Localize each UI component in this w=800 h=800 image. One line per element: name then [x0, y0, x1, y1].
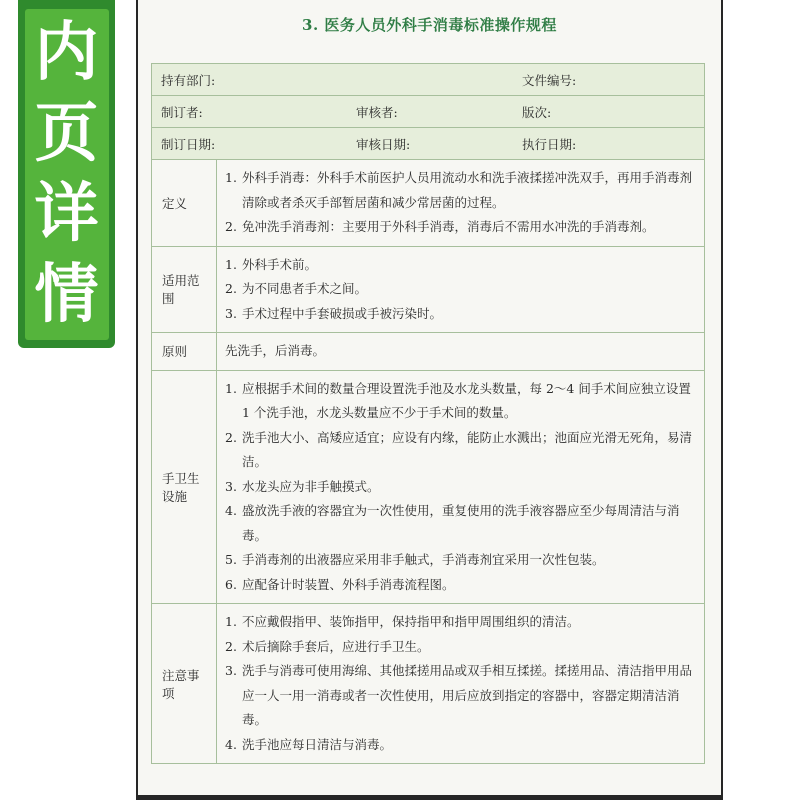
page-title: 3. 医务人员外科手消毒标准操作规程: [302, 16, 557, 34]
item-number: 1.: [225, 170, 237, 185]
item-text: 不应戴假指甲、装饰指甲，保持指甲和指甲周围组织的清洁。: [242, 614, 580, 629]
section-row-scope: [152, 246, 705, 333]
item-text: 手术过程中手套破损或手被污染时。: [242, 305, 443, 321]
badge-char: 页: [34, 96, 99, 171]
detail-page-badge: [18, 0, 115, 348]
department-field: 持有部门:: [161, 72, 216, 88]
section-label: 原则: [152, 333, 217, 371]
list-item: [225, 426, 696, 475]
header-row-department: [152, 64, 705, 96]
item-text: 应配备计时装置、外科手消毒流程图。: [242, 576, 455, 592]
list-item: [225, 377, 696, 426]
list-item: [225, 659, 696, 733]
item-number: 2.: [225, 281, 237, 296]
item-text: 应根据手术间的数量合理设置洗手池及水龙头数量，每 2～4 间手术间应独立设置 1 个洗手池，水龙头数量应不少于手术间的数量。: [242, 380, 691, 420]
list-item: [225, 302, 696, 327]
list-item: [225, 277, 696, 302]
version-field: 版次:: [522, 104, 552, 120]
section-content: [217, 604, 705, 764]
section-row-definition: [152, 160, 705, 247]
author-field: 制订者:: [161, 104, 203, 120]
section-label: 注意事项: [152, 604, 217, 764]
badge-char: 内: [34, 15, 99, 90]
date-made-field: 制订日期:: [161, 136, 216, 152]
section-label: 手卫生设施: [152, 370, 217, 604]
date-review-field: 审核日期:: [356, 136, 411, 152]
item-text: 术后摘除手套后，应进行手卫生。: [242, 638, 430, 654]
item-text: 洗手与消毒可使用海绵、其他揉搓用品或双手相互揉搓。揉搓用品、清洁指甲用品应一人一用一消毒或者一次性使用，用后应放到指定的容器中，容器定期清洁消毒。: [242, 663, 693, 727]
section-content: [217, 370, 705, 604]
badge-char: 详: [34, 177, 99, 252]
list-item: [225, 733, 696, 758]
list-item: [225, 573, 696, 598]
item-text: 洗手池应每日清洁与消毒。: [242, 736, 393, 752]
item-text: 外科手术前。: [242, 256, 318, 272]
section-row-precautions: [152, 604, 705, 764]
section-content: [217, 333, 705, 371]
badge-char: 情: [34, 258, 99, 333]
section-label: 定义: [152, 160, 217, 247]
item-number: 2.: [225, 638, 237, 654]
item-number: 3.: [225, 663, 237, 678]
header-row-dates: [152, 128, 705, 160]
item-text: 洗手池大小、高矮应适宜；应设有内缘，能防止水溅出；池面应光滑无死角，易清洁。: [242, 429, 693, 469]
item-text: 先洗手，后消毒。: [225, 343, 326, 358]
item-number: 2.: [225, 219, 237, 234]
reviewer-field: 审核者:: [356, 104, 398, 120]
item-number: 5.: [225, 552, 237, 567]
list-item: [225, 635, 696, 660]
item-number: 4.: [225, 736, 237, 752]
procedure-table: [151, 63, 705, 764]
section-label: 适用范围: [152, 246, 217, 333]
list-item: [225, 339, 696, 364]
item-number: 4.: [225, 503, 237, 518]
section-content: [217, 160, 705, 247]
item-text: 外科手消毒：外科手术前医护人员用流动水和洗手液揉搓冲洗双手，再用手消毒剂清除或者杀灭手部暂居菌和减少常居菌的过程。: [242, 170, 693, 210]
header-row-author: [152, 96, 705, 128]
list-item: [225, 548, 696, 573]
list-item: [225, 253, 696, 278]
item-number: 1.: [225, 256, 237, 272]
item-number: 3.: [225, 478, 237, 494]
section-content: [217, 246, 705, 333]
section-row-facilities: [152, 370, 705, 604]
list-item: [225, 215, 696, 240]
item-text: 为不同患者手术之间。: [242, 281, 368, 296]
item-number: 6.: [225, 576, 237, 592]
item-number: 1.: [225, 614, 237, 629]
item-text: 免冲洗手消毒剂：主要用于外科手消毒，消毒后不需用水冲洗的手消毒剂。: [242, 219, 655, 234]
item-text: 盛放洗手液的容器宜为一次性使用，重复使用的洗手液容器应至少每周清洁与消毒。: [242, 503, 680, 543]
list-item: [225, 610, 696, 635]
list-item: [225, 475, 696, 500]
list-item: [225, 166, 696, 215]
item-number: 2.: [225, 429, 237, 445]
section-row-principle: [152, 333, 705, 371]
badge-inner: [25, 9, 109, 340]
list-item: [225, 499, 696, 548]
item-text: 手消毒剂的出液器应采用非手触式，手消毒剂宜采用一次性包装。: [242, 552, 605, 567]
item-number: 1.: [225, 380, 237, 396]
date-exec-field: 执行日期:: [522, 136, 577, 152]
item-text: 水龙头应为非手触摸式。: [242, 478, 380, 494]
file-number-field: 文件编号:: [522, 72, 577, 88]
book-page: [136, 0, 723, 800]
item-number: 3.: [225, 305, 237, 321]
page-bottom-edge: [136, 795, 723, 800]
